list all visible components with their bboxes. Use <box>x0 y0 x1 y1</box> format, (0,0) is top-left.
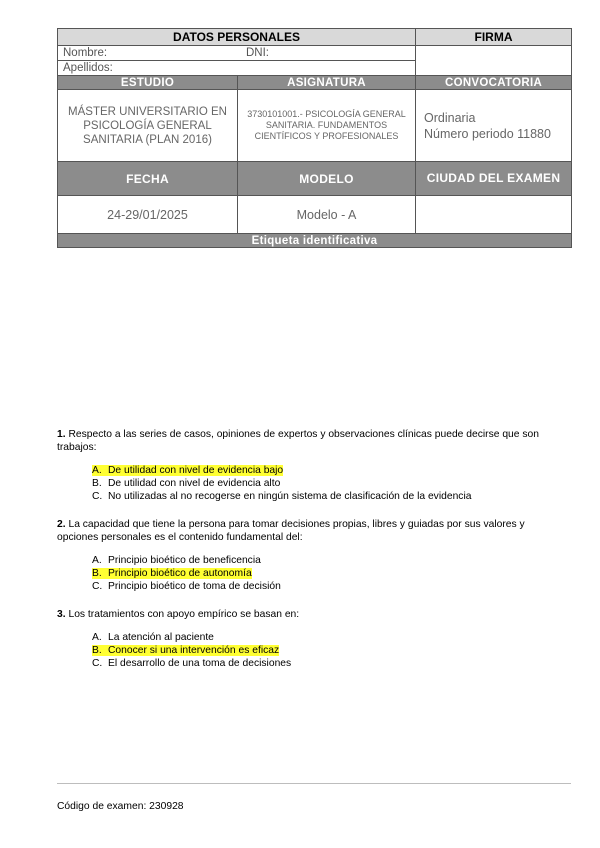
question-3 <box>57 608 557 670</box>
option-letter: A. <box>92 555 102 566</box>
answer-option[interactable] <box>92 657 557 670</box>
question-stem <box>57 518 557 544</box>
exam-header-table <box>57 28 572 248</box>
datos-personales-heading: DATOS PERSONALES <box>58 29 416 46</box>
question-number: 1. <box>57 429 66 440</box>
option-letter: A. <box>92 465 102 476</box>
footer-divider <box>57 783 571 784</box>
question-text: Respecto a las series de casos, opiniones de expertos y observaciones clínicas puede decirse que son trabajos: <box>57 429 539 453</box>
option-letter: A. <box>92 632 102 643</box>
option-letter: C. <box>92 658 103 669</box>
option-text: Conocer si una intervención es eficaz <box>108 645 280 656</box>
ciudad-heading: CIUDAD DEL EXAMEN <box>416 162 572 196</box>
answer-option[interactable] <box>92 554 557 567</box>
firma-box[interactable] <box>416 46 572 76</box>
ciudad-value[interactable] <box>416 196 572 234</box>
answer-option[interactable] <box>92 580 557 593</box>
question-text: La capacidad que tiene la persona para tomar decisiones propias, libres y guiadas por sus valores y opciones personales es el contenido fundamental del: <box>57 519 525 543</box>
convocatoria-value <box>416 90 572 162</box>
modelo-heading: MODELO <box>238 162 416 196</box>
apellidos-field[interactable] <box>58 61 416 76</box>
convocatoria-heading: CONVOCATORIA <box>416 76 572 90</box>
option-text: No utilizadas al no recogerse en ningún sistema de clasificación de la evidencia <box>108 491 472 502</box>
dni-label: DNI: <box>246 47 269 59</box>
answer-option[interactable] <box>92 464 557 477</box>
option-text: De utilidad con nivel de evidencia bajo <box>108 465 284 476</box>
options-list <box>57 631 557 670</box>
question-1 <box>57 428 557 503</box>
answer-option[interactable] <box>92 490 557 503</box>
questions-list <box>57 428 557 685</box>
options-list <box>57 464 557 503</box>
option-text: Principio bioético de toma de decisión <box>108 581 281 592</box>
answer-option[interactable] <box>92 477 557 490</box>
option-letter: B. <box>92 645 102 656</box>
fecha-value: 24-29/01/2025 <box>58 196 238 234</box>
firma-heading: FIRMA <box>416 29 572 46</box>
answer-option[interactable] <box>92 631 557 644</box>
question-stem <box>57 608 557 621</box>
option-letter: B. <box>92 568 102 579</box>
estudio-value: MÁSTER UNIVERSITARIO EN PSICOLOGÍA GENERAL SANITARIA (PLAN 2016) <box>58 90 238 162</box>
convocatoria-type: Ordinaria <box>424 110 476 125</box>
answer-option[interactable] <box>92 567 557 580</box>
modelo-value: Modelo - A <box>238 196 416 234</box>
apellidos-label: Apellidos: <box>63 62 113 74</box>
question-number: 2. <box>57 519 66 530</box>
option-text: El desarrollo de una toma de decisiones <box>108 658 292 669</box>
question-text: Los tratamientos con apoyo empírico se basan en: <box>68 609 300 620</box>
question-number: 3. <box>57 609 66 620</box>
option-text: De utilidad con nivel de evidencia alto <box>108 478 281 489</box>
question-stem <box>57 428 557 454</box>
convocatoria-periodo: Número periodo 11880 <box>424 126 551 141</box>
answer-option[interactable] <box>92 644 557 657</box>
nombre-label: Nombre: <box>63 47 108 59</box>
option-text: Principio bioético de autonomía <box>108 568 252 579</box>
option-letter: C. <box>92 581 103 592</box>
estudio-heading: ESTUDIO <box>58 76 238 90</box>
question-2 <box>57 518 557 593</box>
asignatura-value: 3730101001.- PSICOLOGÍA GENERAL SANITARIA. FUNDAMENTOS CIENTÍFICOS Y PROFESIONALES <box>238 90 416 162</box>
option-letter: B. <box>92 478 102 489</box>
asignatura-heading: ASIGNATURA <box>238 76 416 90</box>
option-letter: C. <box>92 491 103 502</box>
fecha-heading: FECHA <box>58 162 238 196</box>
etiqueta-identificativa: Etiqueta identificativa <box>58 234 572 248</box>
exam-code: Código de examen: 230928 <box>57 801 184 812</box>
option-text: La atención al paciente <box>108 632 214 643</box>
options-list <box>57 554 557 593</box>
nombre-dni-row[interactable] <box>58 46 416 61</box>
option-text: Principio bioético de beneficencia <box>108 555 261 566</box>
